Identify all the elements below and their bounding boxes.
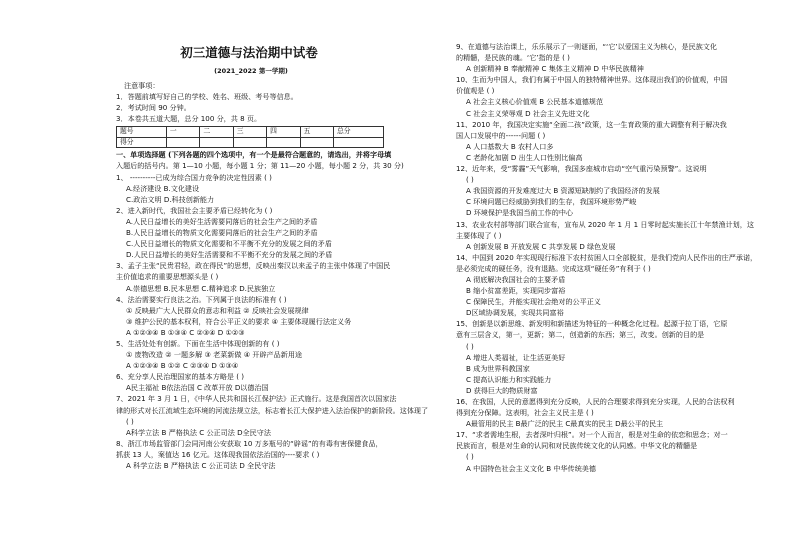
question-line: 主价值追求的重要思想源头是 ( ) (116, 272, 219, 282)
question-line: 3、孟子主张“民贵君轻，政在得民”的思想，反映出秦汉以来孟子的主张中体现了中国民 (116, 261, 391, 271)
question-line: D区域协调发展，实现共同富裕 (466, 308, 564, 318)
question-line: A 增进人类福祉，让生活更美好 (466, 352, 566, 362)
question-line: 6、充分享人民治理国家的基本方略是 ( ) (116, 372, 245, 382)
page-title: 初三道德与法治期中试卷 (180, 45, 318, 60)
score-input-cell[interactable] (267, 137, 300, 148)
question-line: 13、农业农村部等部门联合宣布，宣布从 2020 年 1 月 1 日零时起实施长江十年禁渔计划，这 (456, 219, 754, 229)
question-line: A最管用的民主 B最广泛的民主 C最真实的民主 D最公平的民主 (466, 419, 664, 429)
question-line: 15、创新是以新思维、新发明和新描述为特征的一种概念化过程。起源于拉丁语，它原 (456, 319, 728, 329)
left-column (116, 0, 429, 471)
question-line: 11、2010 年，我国决定实施“全面二孩”政策，这一生育政策的重大调整有利于解决我 (456, 119, 727, 129)
question-line: A.经济建设 B.文化建设 (126, 183, 200, 193)
question-line: A 人口基数大 B 农村人口多 (466, 141, 554, 151)
question-line: A 彻底解决我国社会的主要矛盾 (466, 274, 566, 284)
question-line: D.人民日益增长的美好生活需要和不平衡不充分的发展之间的矛盾 (126, 250, 333, 260)
section-heading: 一、单项选择题 (下列各题的四个选项中，有一个是最符合题意的，请选出，并将字母填 (116, 150, 392, 160)
question-line: A ①②③④ B ①③④ C ②③④ D ①②③ (126, 327, 245, 337)
question-line: A 中国特色社会主义文化 B 中华传统美德 (466, 463, 596, 473)
score-cell: 四 (267, 127, 300, 138)
question-line: 10、生而为中国人，我们有属于中国人的独特精神世界。这体现出我们的价值观，中国 (456, 75, 728, 85)
question-line: 国人口发展中的------问题 ( ) (456, 130, 546, 140)
score-input-cell[interactable] (166, 137, 199, 148)
question-line: ③ 维护公民的基本权利，符合公平正义的要求 ④ 主要体现履行法定义务 (126, 316, 352, 326)
question-line: B.人民日益增长的物质文化需要同落后的社会生产之间的矛盾 (126, 228, 318, 238)
question-line: 17、“求者需地生根，去者深叶归根”。对一个人而言，根是对生命的依恋和思念；对一 (456, 430, 728, 440)
question-line: 7、2021 年 3 月 1 日，《中华人民共和国长江保护法》正式施行。这是我国首次以国家法 (116, 394, 397, 404)
question-line: A ①②③④ B ①② C ②③④ D ①③④ (126, 361, 239, 371)
question-line: 16、在我国，人民的意愿得到充分反映，人民的合理要求得到充分实现，人民的合法权利 (456, 397, 735, 406)
question-line: A 我国资源的开发难度过大 B 资源短缺制约了我国经济的发展 (466, 186, 660, 196)
notice-item: 1．答题前填写好自己的学校、姓名、班级、考号等信息。 (116, 92, 298, 102)
question-line: B 缩小贫富差距，实现同步富裕 (466, 286, 566, 296)
question-line: A.崇德思想 B.民本思想 C.精神追求 D.民族独立 (126, 283, 276, 293)
question-line: A 创新发展 B 开放发展 C 共享发展 D 绿色发展 (466, 241, 616, 251)
question-line: ① 反映最广大人民群众的意志和利益 ② 反映社会发展规律 (126, 305, 309, 315)
score-input-cell[interactable] (334, 137, 384, 148)
question-line: C.人民日益增长的物质文化需要和不平衡不充分的发展之间的矛盾 (126, 239, 332, 249)
notice-item: 2．考试时间 90 分钟。 (116, 103, 191, 113)
question-line: A科学立法 B 严格执法 C 公正司法 D全民守法 (126, 427, 271, 437)
right-questions (456, 41, 782, 474)
question-line: C 社会主义荣辱观 D 社会主义先进文化 (466, 108, 590, 118)
question-line: 5、生活处处有创新。下面在生活中体现创新的有 ( ) (116, 338, 280, 348)
question-line: C 提高认识能力和实践能力 (466, 374, 552, 384)
question-line: D 环境保护是我国当前工作的中心 (466, 208, 574, 218)
right-column (456, 0, 782, 474)
question-line: A.人民日益增长的美好生活需要同落后的社会生产之间的矛盾 (126, 216, 318, 226)
question-line: ( ) (126, 416, 134, 426)
score-cell: 得分 (117, 137, 167, 148)
question-line: 价值观是 ( ) (456, 86, 495, 96)
question-line: 8、浙江市场监管部门会同河南公安获取 10 万多瓶号的“辟谣”的有毒有害保健食品， (116, 438, 383, 448)
question-line: 意有三层含义，第一，更新；第二，创造新的东西；第三，改变。创新的目的是 (456, 330, 705, 340)
question-line: ① 废物改造 ② 一题多解 ③ 老菜新做 ④ 开辟产品新用途 (126, 350, 303, 360)
question-line: 得到充分保障。这表明，社会主义民主是 ( ) (456, 408, 594, 418)
question-line: ( ) (466, 341, 474, 351)
score-cell: 一 (166, 127, 199, 138)
question-line: 是必须完成的硬任务，没有退路。完成这项“硬任务”有利于 ( ) (456, 263, 651, 273)
question-line: 9、在道德与法治课上，乐乐展示了一则谜面，“‘它’以爱国主义为核心，是民族文化 (456, 42, 717, 51)
score-table-score-row (117, 137, 384, 148)
question-line: ( ) (466, 452, 474, 462)
score-table-header-row (117, 127, 384, 138)
question-line: 12、近年来，受“雾霾”天气影响，我国多座城市启动“空气重污染预警”。这说明 (456, 164, 707, 174)
score-cell: 五 (300, 127, 333, 138)
question-line: 律的形式对长江流域生态环境的河流法规立法，标志着长江大保护进入法治保护的新阶段。这体现了 (116, 405, 429, 415)
question-line: C 老龄化加剧 D 出生人口性别比偏高 (466, 152, 583, 162)
question-line: 4、法治需要实行良法之治。下列属于良法的标准有 ( ) (116, 294, 287, 304)
question-line: A民主福祉 B依法治国 C 改革开放 D以德治国 (126, 383, 269, 393)
score-cell: 题号 (117, 127, 167, 138)
left-questions (116, 149, 429, 471)
question-line: 14、中国到 2020 年实现现行标准下农村贫困人口全部脱贫，是我们党向人民作出的庄严承诺， (456, 252, 758, 262)
question-line: 的精髓，是民族的魂。‘它’指的是 ( ) (456, 53, 570, 63)
question-line: D 获得巨大的物质财富 (466, 385, 538, 395)
question-line: 2、进入新时代，我国社会主要矛盾已经转化为 ( ) (116, 205, 273, 215)
score-input-cell[interactable] (233, 137, 266, 148)
question-line: A 科学立法 B 严格执法 C 公正司法 D 全民守法 (126, 461, 276, 470)
score-cell: 总分 (334, 127, 384, 138)
score-input-cell[interactable] (200, 137, 233, 148)
top-spacer (456, 0, 782, 41)
question-line: A 社会主义核心价值观 B 公民基本道德规范 (466, 97, 604, 107)
question-line: 主要体现了 ( ) (456, 230, 502, 240)
question-line: C 保障民生，并能实现社会绝对的公平正义 (466, 297, 601, 307)
score-table (116, 126, 384, 148)
question-line: A 创新精神 B 奉献精神 C 集体主义精神 D 中华民族精神 (466, 64, 644, 74)
score-cell: 二 (200, 127, 233, 138)
question-line: ( ) (466, 175, 474, 185)
question-line: B 成为世界科教国家 (466, 363, 530, 373)
question-line: 抓获 13 人，案值达 16 亿元。这体现我国依法治国的----要求 ( ) (116, 449, 320, 459)
score-cell: 三 (233, 127, 266, 138)
score-input-cell[interactable] (300, 137, 333, 148)
question-line: 入题后的括号内。第 1—10 小题，每小题 1 分；第 11—20 小题，每小题 2 分，共 30 分) (116, 161, 404, 171)
notice-item: 3．本卷共五道大题，总分 100 分，共 8 页。 (116, 114, 262, 124)
notice-heading: 注意事项： (124, 81, 160, 90)
question-line: C 环境问题已经威胁到我们的生存，我国环境形势严峻 (466, 197, 637, 207)
question-line: 1、 ----------已成为综合国力竞争的决定性因素 ( ) (116, 172, 272, 182)
question-line: 民族而言，根是对生命的认同和对民族传统文化的认同感。中华文化的精髓是 (456, 441, 698, 451)
question-line: C.政治文明 D.科技创新能力 (126, 194, 215, 204)
school-year: (2021_2022 第一学期) (214, 67, 288, 75)
